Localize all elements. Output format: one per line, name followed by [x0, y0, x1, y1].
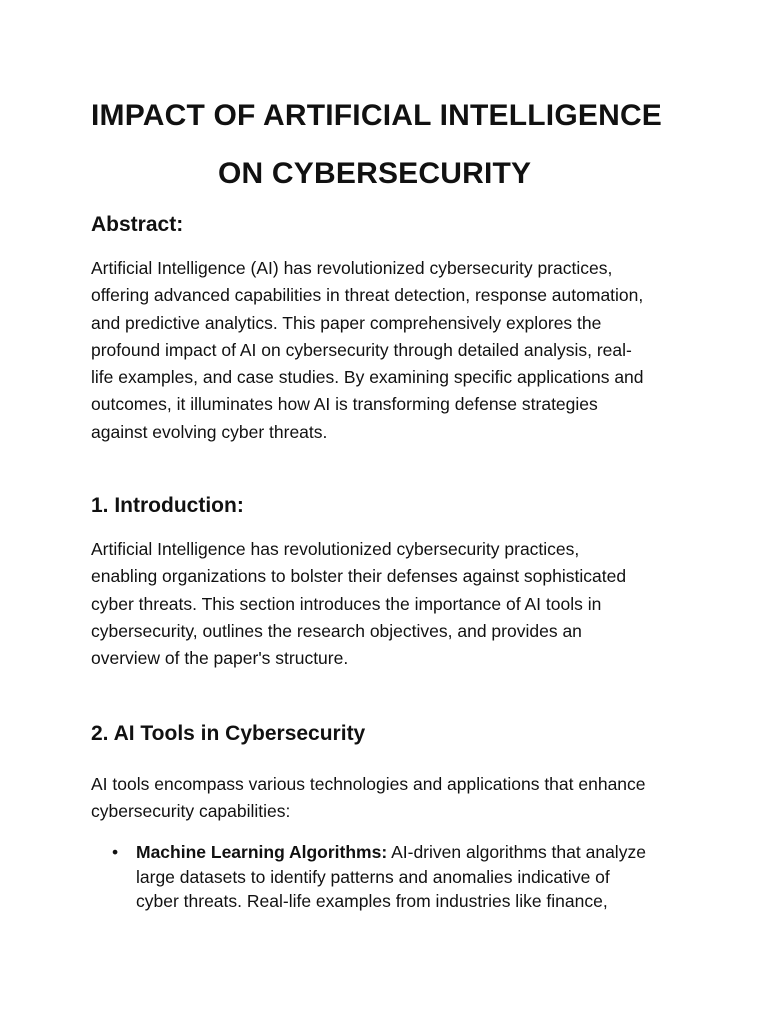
abstract-line: outcomes, it illuminates how AI is transforming defense strategies	[91, 394, 598, 415]
introduction-paragraph	[91, 536, 691, 672]
ai-tools-line: AI tools encompass various technologies and applications that enhance	[91, 774, 646, 794]
ai-tools-line: cybersecurity capabilities:	[91, 801, 291, 822]
document-title-line-2: ON CYBERSECURITY	[218, 157, 532, 190]
abstract-line: profound impact of AI on cybersecurity through detailed analysis, real-	[91, 339, 632, 360]
introduction-line: cyber threats. This section introduces the importance of AI tools in	[91, 593, 602, 614]
introduction-line: Artificial Intelligence has revolutionized cybersecurity practices,	[91, 539, 580, 559]
ai-tools-heading: 2. AI Tools in Cybersecurity	[91, 722, 366, 745]
bullet-first-line	[136, 840, 691, 865]
bullet-icon: •	[112, 842, 119, 862]
introduction-line: cybersecurity, outlines the research objectives, and provides an	[91, 620, 582, 641]
ai-tools-paragraph	[91, 771, 691, 826]
introduction-line: enabling organizations to bolster their defenses against sophisticated	[91, 566, 627, 587]
introduction-heading: 1. Introduction:	[91, 494, 244, 517]
abstract-paragraph	[91, 255, 691, 446]
bullet-line: large datasets to identify patterns and anomalies indicative of	[136, 866, 610, 887]
abstract-line: Artificial Intelligence (AI) has revolutionized cybersecurity practices,	[91, 258, 613, 278]
bullet-term: Machine Learning Algorithms:	[136, 842, 388, 862]
abstract-line: and predictive analytics. This paper comprehensively explores the	[91, 312, 602, 333]
ai-tools-bullet-list	[91, 840, 691, 914]
abstract-line: life examples, and case studies. By examining specific applications and	[91, 367, 644, 388]
bullet-line: cyber threats. Real-life examples from industries like finance,	[136, 891, 608, 911]
abstract-line: against evolving cyber threats.	[91, 421, 328, 442]
abstract-heading: Abstract:	[91, 213, 184, 236]
abstract-line: offering advanced capabilities in threat detection, response automation,	[91, 285, 644, 306]
list-item	[91, 840, 691, 914]
introduction-line: overview of the paper's structure.	[91, 648, 349, 669]
document-title-line-1: IMPACT OF ARTIFICIAL INTELLIGENCE	[91, 99, 663, 132]
bullet-first-line-text: AI-driven algorithms that analyze	[387, 842, 646, 862]
